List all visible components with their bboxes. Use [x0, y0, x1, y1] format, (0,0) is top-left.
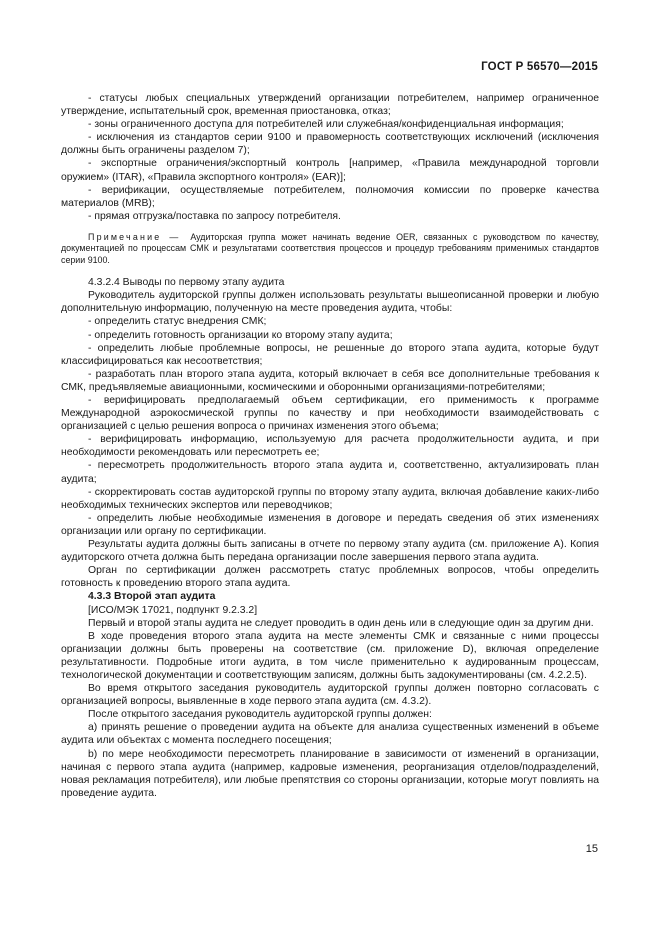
list-item: - экспортные ограничения/экспортный контроль [например, «Правила международной торговли оружием» (ITAR), «Правила экспортного контроля» (EAR)];	[61, 158, 599, 183]
paragraph: Результаты аудита должны быть записаны в отчете по первому этапу аудита (см. приложение А). Копия аудиторского отчета должна быть передана организации после завершения первого этапа аудита.	[61, 539, 599, 564]
list-item: - определить статус внедрения СМК;	[88, 316, 267, 328]
list-item: - скорректировать состав аудиторской группы по второму этапу аудита, включая добавление каких-либо необходимых технических экспертов или переводчиков;	[61, 486, 599, 511]
list-item: b) по мере необходимости пересмотреть планирование в зависимости от изменений в организации, начиная с первого этапа аудита (например, кадровые изменения, реорганизация отделов/подразделений, новая рекламация потребителя), или любые препятствия со стороны организации, которые могут повлиять на проведение аудита.	[61, 748, 599, 799]
list-item: - определить любые необходимые изменения в договоре и передать сведения об этих изменениях организации или органу по сертификации.	[61, 512, 599, 537]
note-label: Примечание —	[88, 231, 181, 242]
list-item: - верификации, осуществляемые потребителем, полномочия комиссии по проверке качества материалов (MRB);	[61, 184, 599, 209]
list-item: - пересмотреть продолжительность второго этапа аудита и, соответственно, актуализировать план аудита;	[61, 460, 599, 485]
list-item: - верифицировать информацию, используемую для расчета продолжительности аудита, и при необходимости рекомендовать или пересмотреть ее;	[61, 434, 599, 459]
page-number: 15	[585, 843, 598, 855]
paragraph: Руководитель аудиторской группы должен использовать результаты вышеописанной проверки и любую дополнительную информацию, полученную на месте проведения аудита, чтобы:	[61, 290, 599, 315]
note	[61, 232, 599, 266]
list-item: а) принять решение о проведении аудита на объекте для анализа существенных изменений в объеме аудита или объектах с момента последнего посещения;	[61, 722, 599, 747]
list-item: - прямая отгрузка/поставка по запросу потребителя.	[88, 210, 341, 222]
reference: [ИСО/МЭК 17021, подпункт 9.2.3.2]	[88, 604, 258, 616]
paragraph: После открытого заседания руководитель аудиторской группы должен:	[88, 709, 432, 721]
list-item: - верифицировать предполагаемый объем сертификации, его применимость к программе Международной аэрокосмической группы по качеству и при необходимости взаимодействовать с организацией с целью решения вопроса о причинах изменения этого объема;	[61, 395, 599, 433]
note-text: Аудиторская группа может начинать ведение OER, связанных с руководством по качеству, документацией по процессам СМК и результатами соответствия процессов и процедур требованиям применимых стандартов серии 9100.	[61, 231, 599, 265]
list-item: - определить готовность организации ко второму этапу аудита;	[88, 329, 393, 341]
paragraph: Первый и второй этапы аудита не следует проводить в один день или в следующие один за другим дни.	[88, 617, 594, 629]
list-item: - исключения из стандартов серии 9100 и правомерность соответствующих исключений (исключения должны быть ограничены разделом 7);	[61, 132, 599, 157]
paragraph: В ходе проведения второго этапа аудита на месте элементы СМК и связанные с ними процессы организации должны быть проверены на соответствие (см. приложение D), включая определение результативности. Подробные итоги аудита, в том числе применительно к аудированным процессам, технологической документации и соответствующим записям, должны быть задокументированы (см. 4.2.2.5).	[61, 630, 599, 681]
document-code: ГОСТ Р 56570—2015	[481, 61, 598, 73]
section-heading-bold: 4.3.3 Второй этап аудита	[88, 591, 216, 603]
list-item: - определить любые проблемные вопросы, не решенные до второго этапа аудита, которые будут классифицироваться как несоответствия;	[61, 342, 599, 367]
list-item: - зоны ограниченного доступа для потребителей или служебная/конфиденциальная информация;	[88, 119, 564, 131]
section-heading: 4.3.2.4 Выводы по первому этапу аудита	[88, 277, 285, 289]
list-item: - разработать план второго этапа аудита, который включает в себя все дополнительные требования к СМК, предъявляемые авиационными, космическими и оборонными организациями-потребителями;	[61, 368, 599, 393]
document-body	[61, 92, 599, 800]
paragraph: Орган по сертификации должен рассмотреть статус проблемных вопросов, чтобы определить готовность к проведению второго этапа аудита.	[61, 565, 599, 590]
list-item: - статусы любых специальных утверждений организации потребителем, например ограниченное утверждение, испытательный срок, временная приостановка, отказ;	[61, 93, 599, 118]
paragraph: Во время открытого заседания руководитель аудиторской группы должен повторно согласовать с организацией вопросы, выявленные в ходе первого этапа аудита (см. 4.3.2).	[61, 683, 599, 708]
